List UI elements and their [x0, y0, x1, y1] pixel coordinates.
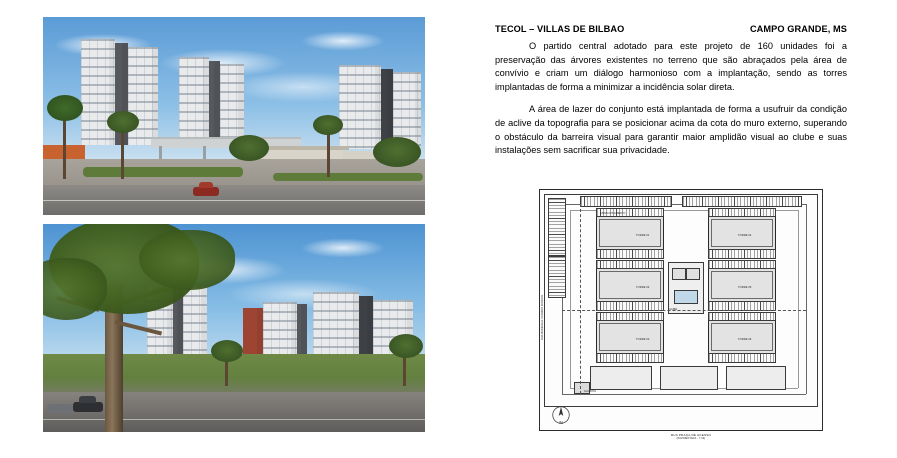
boundary-right	[817, 194, 818, 406]
site-plan-drawing	[531, 185, 831, 447]
lawn-2	[273, 173, 423, 181]
boundary-bottom	[544, 406, 818, 407]
street-bottom-label	[621, 433, 761, 441]
palm-canopy-1	[47, 95, 83, 121]
tower-01	[596, 216, 664, 250]
tower-06	[708, 320, 776, 354]
car-dark	[73, 402, 103, 412]
site-plan-label: TORRE 04	[738, 234, 752, 237]
parking-tower-03	[596, 353, 664, 363]
tree-right	[373, 137, 421, 167]
title-row	[495, 24, 847, 34]
parking-top-1	[580, 196, 672, 207]
ring-road-right-inner	[798, 210, 799, 388]
site-plan-frame	[539, 189, 823, 431]
ring-road-right	[806, 204, 807, 394]
ring-road-bottom	[562, 394, 806, 395]
boundary-top	[544, 194, 818, 195]
page-title: TECOL – VILLAS DE BILBAO	[495, 24, 625, 34]
parking-tower-06	[708, 353, 776, 363]
building-tower-d	[220, 64, 244, 147]
tower-04	[708, 216, 776, 250]
palm-canopy-3	[313, 115, 343, 135]
parking-tower-06-top	[708, 312, 776, 321]
site-plan-label: ESTACIONAMENTO	[600, 212, 626, 215]
lawn-1	[83, 167, 243, 177]
tree-canopy-small-1	[211, 340, 243, 362]
car-grey	[47, 404, 73, 413]
road-marking	[43, 419, 425, 421]
site-plan-label: GUARITA	[584, 390, 597, 393]
tower-05	[708, 268, 776, 302]
pool	[674, 290, 698, 304]
tower-02	[596, 268, 664, 302]
site-plan-label: TORRE 03	[636, 338, 650, 341]
parking-tower-02-top	[596, 260, 664, 269]
road-marking	[43, 200, 425, 202]
parking-top-2	[682, 196, 802, 207]
ring-road-left-inner	[570, 210, 571, 388]
tree-canopy-small-2	[389, 334, 423, 358]
palm-trunk-3	[327, 129, 330, 177]
lower-block-left	[590, 366, 652, 390]
project-location: CAMPO GRANDE, MS	[749, 24, 847, 34]
clube-room-2	[686, 268, 700, 280]
paragraph-1: O partido central adotado para este projeto de 160 unidades foi a preservação das árvores existentes no terreno que são abraçados pela área de convívio e criam um diálogo harmonioso com a implantação, sendo as torres implantadas de forma a minimizar a incidência solar direta.	[495, 41, 847, 92]
site-plan-label: TORRE 01	[636, 234, 650, 237]
site-plan-label: TORRE 06	[738, 338, 752, 341]
building-tower-c-core	[209, 61, 220, 147]
street-left-label: RUA MARECHAL CANDIDO RONDON	[541, 294, 544, 340]
building-tower-e	[339, 65, 381, 149]
north-arrow-icon	[550, 404, 572, 426]
text-column	[495, 24, 847, 167]
clube-room-1	[672, 268, 686, 280]
street-bottom-name: RUA PRAÇA DE ACESSO	[670, 433, 712, 437]
parking-left-top	[548, 198, 566, 256]
parking-tower-04-top	[708, 208, 776, 217]
access-drive-dashed	[580, 204, 581, 394]
car-dark-cabin	[79, 396, 96, 403]
car-red-cabin	[199, 182, 213, 188]
road	[43, 392, 425, 432]
paragraph-2: A área de lazer do conjunto está implantada de forma a usufruir da condição de aclive da topografia para se posicionar acima da cota do muro externo, superando o obstáculo da barreira visual para garantir maior amplidão visual ao clube e suas instalações sem sacrificar sua privacidade.	[495, 104, 847, 156]
lower-block-center	[660, 366, 718, 390]
palm-trunk-1	[63, 113, 66, 179]
car-red	[193, 187, 219, 196]
render-area-convivio-arvore	[43, 224, 425, 432]
site-plan-label: TORRE 02	[636, 286, 650, 289]
tower-03	[596, 320, 664, 354]
site-plan-label: CLUBE	[668, 308, 678, 311]
building-tower-c	[179, 57, 209, 147]
tree-center	[229, 135, 269, 161]
palm-canopy-2	[107, 111, 139, 133]
guardhouse-roof	[257, 146, 349, 150]
renders-column	[43, 17, 425, 432]
parking-tower-03-top	[596, 312, 664, 321]
parking-left-mid	[548, 256, 566, 298]
parking-tower-04	[708, 249, 776, 259]
parking-tower-05-top	[708, 260, 776, 269]
boundary-left	[544, 194, 545, 406]
svg-text:N: N	[559, 420, 563, 426]
cross-axis-dashed	[562, 310, 806, 311]
parking-tower-01	[596, 249, 664, 259]
lower-block-right	[726, 366, 786, 390]
street-bottom-sub: (PAVIMENTADA - 7,00)	[676, 437, 706, 441]
render-entrada-condominio	[43, 17, 425, 215]
foreground-tree-canopy-right	[139, 230, 235, 290]
palm-trunk-2	[121, 127, 124, 179]
site-plan-label: TORRE 05	[738, 286, 752, 289]
